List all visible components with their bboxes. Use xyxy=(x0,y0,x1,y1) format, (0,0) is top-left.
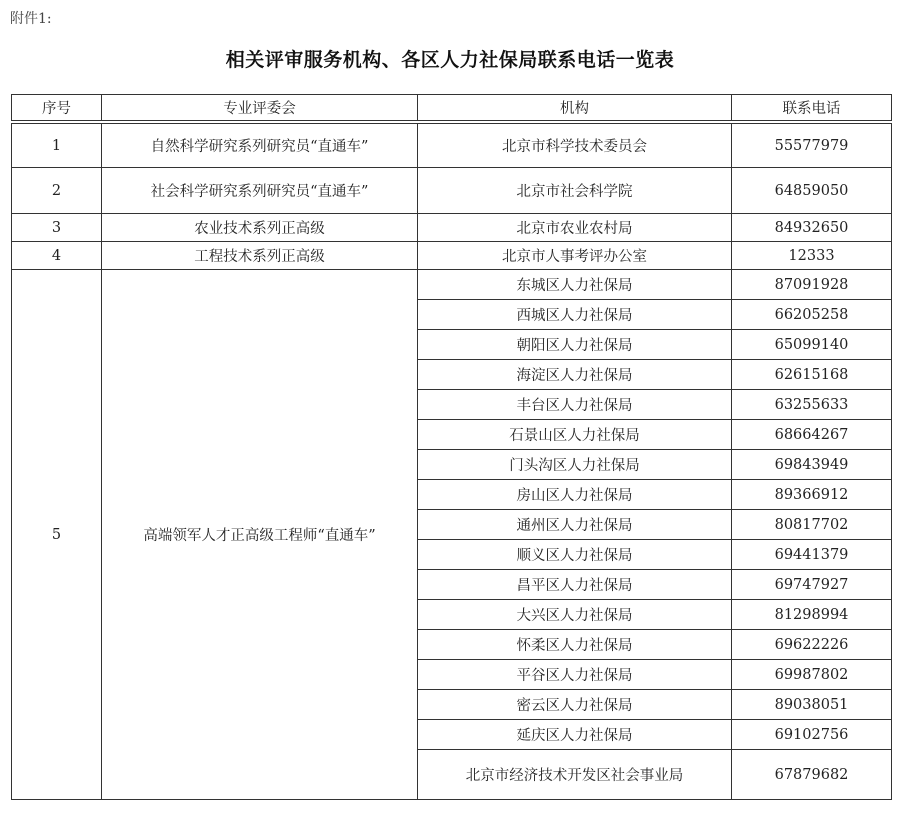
cell-phone: 69622226 xyxy=(732,630,892,660)
cell-org: 房山区人力社保局 xyxy=(418,480,732,510)
cell-org: 石景山区人力社保局 xyxy=(418,420,732,450)
cell-org: 西城区人力社保局 xyxy=(418,300,732,330)
cell-org: 顺义区人力社保局 xyxy=(418,540,732,570)
cell-phone: 66205258 xyxy=(732,300,892,330)
cell-no: 4 xyxy=(12,242,102,270)
cell-phone: 87091928 xyxy=(732,270,892,300)
cell-org: 北京市人事考评办公室 xyxy=(418,242,732,270)
cell-no: 1 xyxy=(12,124,102,168)
table-row xyxy=(12,214,892,242)
cell-phone: 55577979 xyxy=(732,124,892,168)
cell-org: 延庆区人力社保局 xyxy=(418,720,732,750)
cell-no: 5 xyxy=(12,270,102,800)
cell-phone: 80817702 xyxy=(732,510,892,540)
cell-org: 北京市科学技术委员会 xyxy=(418,124,732,168)
cell-phone: 64859050 xyxy=(732,168,892,214)
header-committee: 专业评委会 xyxy=(102,95,418,121)
cell-committee: 社会科学研究系列研究员“直通车” xyxy=(102,168,418,214)
cell-org: 丰台区人力社保局 xyxy=(418,390,732,420)
cell-phone: 63255633 xyxy=(732,390,892,420)
cell-committee: 自然科学研究系列研究员“直通车” xyxy=(102,124,418,168)
cell-org: 通州区人力社保局 xyxy=(418,510,732,540)
cell-phone: 62615168 xyxy=(732,360,892,390)
table-row xyxy=(12,168,892,214)
cell-phone: 69102756 xyxy=(732,720,892,750)
cell-phone: 69747927 xyxy=(732,570,892,600)
contact-table xyxy=(11,94,892,800)
header-row xyxy=(12,95,892,121)
cell-org: 大兴区人力社保局 xyxy=(418,600,732,630)
cell-phone: 68664267 xyxy=(732,420,892,450)
cell-phone: 89366912 xyxy=(732,480,892,510)
cell-org: 昌平区人力社保局 xyxy=(418,570,732,600)
cell-org: 密云区人力社保局 xyxy=(418,690,732,720)
cell-phone: 69987802 xyxy=(732,660,892,690)
table-row xyxy=(12,242,892,270)
cell-no: 3 xyxy=(12,214,102,242)
cell-org: 东城区人力社保局 xyxy=(418,270,732,300)
cell-committee: 农业技术系列正高级 xyxy=(102,214,418,242)
header-no: 序号 xyxy=(12,95,102,121)
table-body xyxy=(12,121,892,800)
cell-phone: 12333 xyxy=(732,242,892,270)
cell-org: 北京市社会科学院 xyxy=(418,168,732,214)
cell-org: 北京市经济技术开发区社会事业局 xyxy=(418,750,732,800)
cell-org: 北京市农业农村局 xyxy=(418,214,732,242)
table-row xyxy=(12,270,892,300)
cell-phone: 84932650 xyxy=(732,214,892,242)
attachment-label: 附件1: xyxy=(10,11,52,27)
cell-phone: 65099140 xyxy=(732,330,892,360)
cell-committee: 工程技术系列正高级 xyxy=(102,242,418,270)
cell-no: 2 xyxy=(12,168,102,214)
cell-org: 海淀区人力社保局 xyxy=(418,360,732,390)
cell-committee: 高端领军人才正高级工程师“直通车” xyxy=(102,270,418,800)
cell-org: 平谷区人力社保局 xyxy=(418,660,732,690)
header-phone: 联系电话 xyxy=(732,95,892,121)
cell-phone: 81298994 xyxy=(732,600,892,630)
cell-phone: 89038051 xyxy=(732,690,892,720)
cell-org: 朝阳区人力社保局 xyxy=(418,330,732,360)
header-org: 机构 xyxy=(418,95,732,121)
page-title: 相关评审服务机构、各区人力社保局联系电话一览表 xyxy=(225,49,675,71)
cell-phone: 67879682 xyxy=(732,750,892,800)
cell-org: 怀柔区人力社保局 xyxy=(418,630,732,660)
cell-phone: 69441379 xyxy=(732,540,892,570)
cell-phone: 69843949 xyxy=(732,450,892,480)
cell-org: 门头沟区人力社保局 xyxy=(418,450,732,480)
table-row xyxy=(12,124,892,168)
